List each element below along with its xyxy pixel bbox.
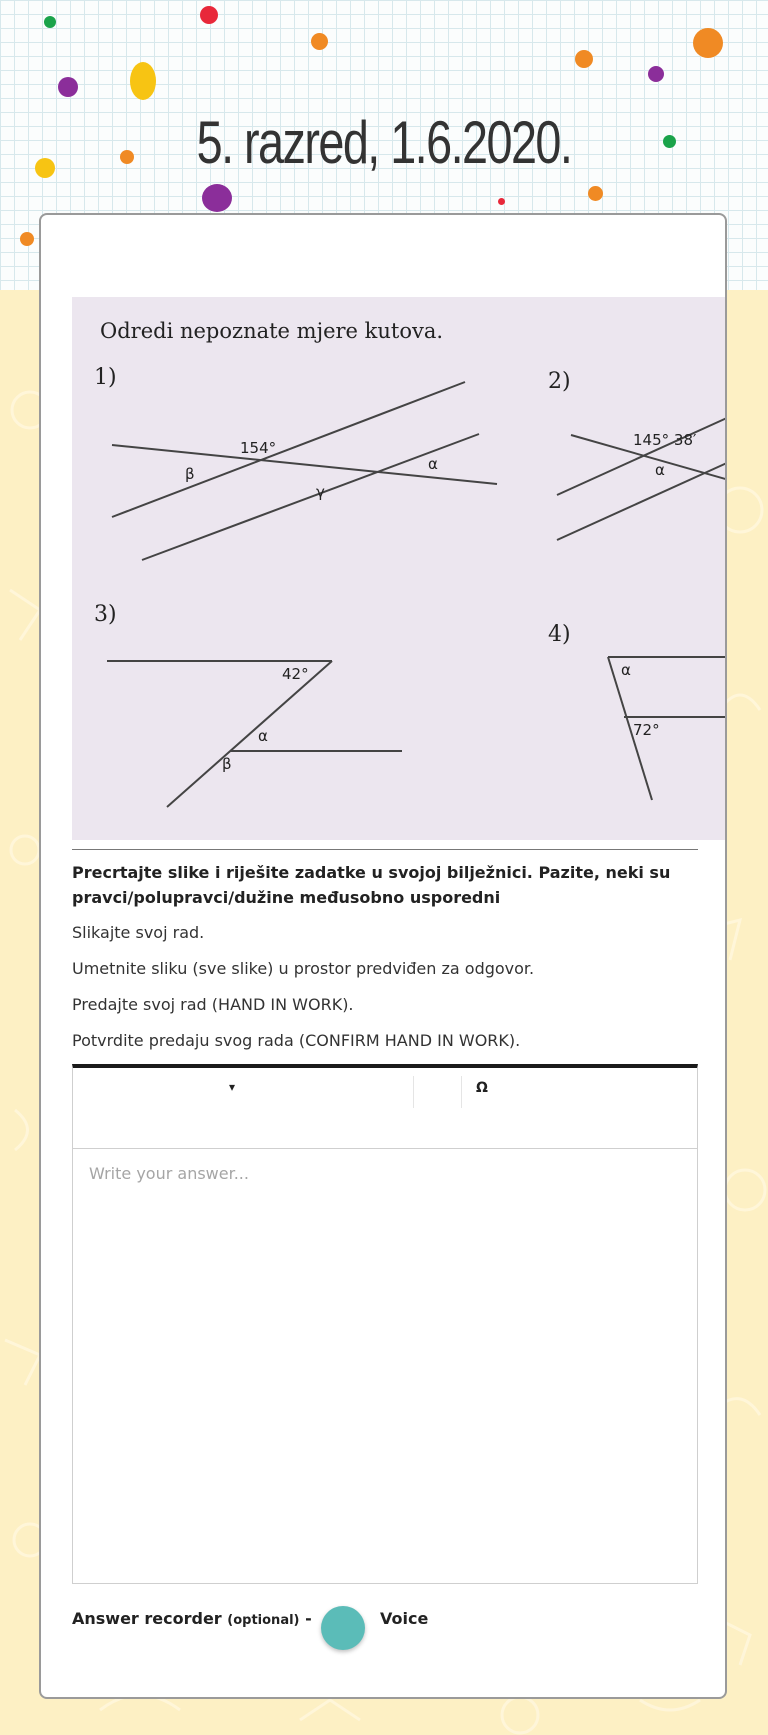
question-card: [39, 213, 727, 1699]
worksheet-image: [72, 297, 727, 840]
recorder-optional-text: (optional): [227, 1613, 300, 1628]
recorder-separator: -: [305, 1609, 312, 1628]
answer-input[interactable]: [73, 1148, 697, 1583]
p1-label-beta: β: [185, 465, 195, 483]
p4-label-alpha: α: [621, 661, 631, 679]
instruction-line-1: Slikajte svoj rad.: [72, 923, 205, 942]
problem-4-number: 4): [548, 622, 571, 647]
p2-line-b: [557, 462, 727, 540]
figure-heading: Odredi nepoznate mjere kutova.: [100, 319, 444, 343]
p3-label-42: 42°: [282, 665, 309, 683]
p1-transversal: [112, 445, 497, 484]
paint-splat: [575, 50, 593, 68]
geometry-diagrams: [72, 297, 727, 840]
instruction-line-2: Umetnite sliku (sve slike) u prostor predviđen za odgovor.: [72, 959, 535, 978]
paint-splat: [311, 33, 328, 50]
paint-splat: [202, 184, 232, 212]
voice-record-button[interactable]: [321, 1606, 365, 1650]
p2-label-angle: 145° 38′: [633, 431, 697, 449]
p3-label-beta: β: [222, 755, 232, 773]
p1-label-gamma: γ: [316, 483, 325, 501]
recorder-label-text: Answer recorder: [72, 1609, 222, 1628]
p3-label-alpha: α: [258, 727, 268, 745]
special-character-icon[interactable]: Ω: [476, 1080, 488, 1096]
toolbar-separator: [413, 1076, 414, 1108]
voice-label[interactable]: Voice: [380, 1609, 429, 1628]
paint-splat: [35, 158, 55, 178]
paint-splat: [200, 6, 218, 24]
p1-label-154: 154°: [240, 439, 277, 457]
paint-splat: [44, 16, 56, 28]
instruction-line-3: Predajte svoj rad (HAND IN WORK).: [72, 995, 354, 1014]
paint-splat: [130, 62, 156, 100]
problem-2-number: 2): [548, 369, 571, 394]
p2-label-alpha: α: [655, 461, 665, 479]
problem-1-number: 1): [94, 365, 117, 390]
format-dropdown-icon[interactable]: ▾: [229, 1080, 236, 1094]
instruction-bold: Precrtajte slike i riješite zadatke u svojoj bilježnici. Pazite, neki su pravci/polupravci/dužine međusobno usporedni: [72, 863, 671, 907]
p4-label-72: 72°: [633, 721, 660, 739]
paint-splat: [498, 198, 505, 205]
paint-splat: [588, 186, 603, 201]
problem-3-number: 3): [94, 602, 117, 627]
toolbar-separator: [461, 1076, 462, 1108]
divider: [72, 849, 698, 850]
paint-splat: [58, 77, 78, 97]
answer-editor: [72, 1064, 698, 1584]
p1-label-alpha: α: [428, 455, 438, 473]
paint-splat: [648, 66, 664, 82]
instruction-line-4: Potvrdite predaju svog rada (CONFIRM HAND IN WORK).: [72, 1031, 521, 1050]
paint-splat: [20, 232, 34, 246]
paint-splat: [693, 28, 723, 58]
page-title: 5. razred, 1.6.2020.: [196, 109, 572, 176]
editor-toolbar: [73, 1068, 697, 1149]
answer-recorder-label: [72, 1609, 312, 1628]
